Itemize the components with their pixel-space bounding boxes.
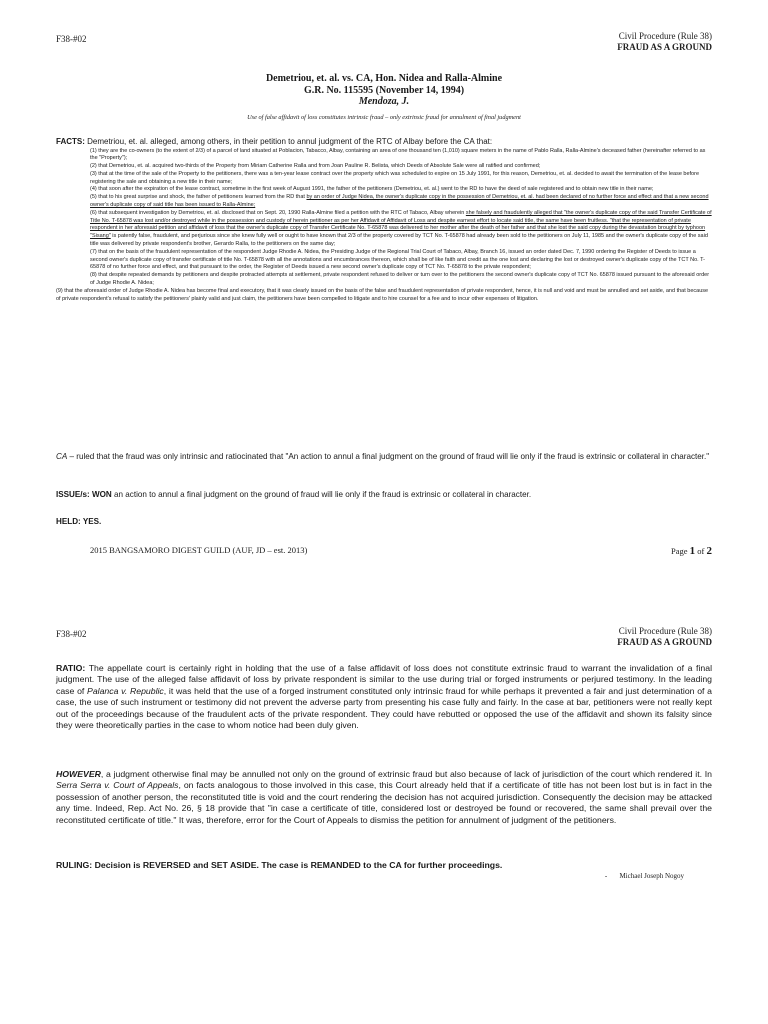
signature-dash: - [604,872,608,880]
page-number [671,545,712,557]
page-current: 1 [689,545,696,557]
page-code: F38-#02 [56,629,87,639]
doctrine-note: Use of false affidavit of loss constitutes intrinsic fraud – only extrinsic fraud for annulment of final judgment [247,114,521,121]
page-label: Page [671,546,690,556]
issue-text: an action to annul a final judgment on the ground of fraud will lie only if the fraud is extrinsic or collateral in character. [111,490,532,499]
ratio-text: The appellate court is certainly right in holding that the use of a false affidavit of loss does not constitute extrinsic fraud to warrant the invalidation of a final judgment. The use of the alleged false affidavit of loss by private respondent is similar to the use during trial or forged instruments or perjured testimony. In the leading case of [56,663,712,696]
list-item [90,194,712,210]
item6-text: (6) that subsequent investigation by Demetriou, et. al. disclosed that on Sept. 20, 1990 Ralla-Almine filed a petition with the RTC of Tabaco, Albay wherein [90,209,466,216]
list-item: (1) they are the co-owners (to the extent of 2/3) of a parcel of land situated at Poblacion, Tabacco, Albay, containing an area of one thousand ten (1,010) square meters in the name of Pablo Ralla, Ralla-Almine's deceased father (hereinafter referred to as the "Property"); [90,147,706,162]
case-heading [0,73,768,108]
ratio-text-end: , it was held that the use of a forged instrument constituted only intrinsic fraud for while perhaps it prevented a fair and just determination of a case, the use of such instrument or testimony did not prevent the adverse party from presenting his case fully and fairly. In the case at bar, petitioners were not really kept out of the proceedings because of the fraudulent acts of the private respondent. They could have rebutted or opposed the use of the affidavit and shown its falsity since they were theoretically parties in the case to whom notice had been duly given. [56,685,712,731]
item5-text: (5) that to his great surprise and shock, the father of petitioners learned from the RD that [90,194,307,201]
page-of: of [695,546,707,556]
ponente: Mendoza, J. [358,96,410,107]
facts-lead [56,137,712,148]
list-item: (3) that at the time of the sale of the Property to the petitioners, there was a ten-year lease contract over the property which was scheduled to expire on 15 July 1991, for this reason, Demetriou, et. al. decided to await the termination of the lease before registering the sale and obtaining a new title in their name; [90,170,700,185]
signature-name: Michael Joseph Nogoy [619,872,684,880]
issue [56,490,712,501]
ca-text: – ruled that the fraud was only intrinsic and ratiocinated that "An action to annul a final judgment on the ground of fraud will lie only if the fraud is extrinsic or collateral in character." [67,452,710,461]
facts-section [56,137,712,303]
list-item: (7) that on the basis of the fraudulent representation of the respondent Judge Rhodie A. Nidea, the Presiding Judge of the Regional Trial Court of Tabaco, Albay, Branch 16, issued an order dated Dec. 7, 1990 ordering the Register of Deeds to issue a second owner's duplicate copy of transfer certificate of title No. T-65878 with all the annotations and encumbrances thereon, which shall be of like faith and credit as the one lost and declaring the lost or destroyed owner's duplicate copy of the TCT No. T-65878 of no further force and effect, and that pursuant to the order, the Register of Deeds issued a new second owner's duplicate copy of TCT No. T-65878 to the private respondent; [90,248,705,271]
ratio-case-citation: Palanca v. Republic [87,685,164,696]
list-item: (4) that soon after the expiration of the lease contract, sometime in the first week of August 1991, the father of the petitioners (Demetriou, et. al.) went to the RD to have the deed of sale registered and to obtain new title in their name; [90,186,654,193]
however-case-citation: Serra Serra v. Court of Appeals [56,780,179,791]
facts-label: FACTS: [56,137,85,146]
page-total: 2 [706,545,712,557]
page-footer [90,545,712,555]
however-text: , a judgment otherwise final may be annulled not only on the ground of extrinsic fraud but also because of lack of jurisdiction of the court which rendered it. In [100,769,712,779]
list-item: (2) that Demetriou, et. al. acquired two-thirds of the Property from Miriam Catherine Ralla and from Joan Pauline R. Belista, which Deeds of Absolute Sale were all ratified and confirmed; [90,163,541,170]
page-header-right [617,626,712,648]
however-label: HOWEVER [56,769,101,779]
list-item [90,210,712,249]
however-paragraph [56,769,712,826]
subject-title: Civil Procedure (Rule 38) [618,626,712,636]
author-signature [605,872,684,880]
page-code: F38-#02 [56,34,87,44]
facts-list [56,148,712,288]
ca-label: CA [56,452,68,461]
facts-lead-text: Demetriou, et. al. alleged, among others, in their petition to annul judgment of the RTC of Albay before the CA that: [84,137,493,146]
list-item: (9) that the aforesaid order of Judge Rhodie A. Nidea has become final and executory, that it was clearly issued on the basis of the false and fraudulent representation of private respondent, hence, it is null and void and must be annulled and set aside, and that because of private respondent's refusal to satisfy the petitioners' plainly valid and just claim, the petitioners have been compelled to litigate and to hire counsel for a fee and to incur other expenses of litigation. [56,287,709,302]
topic-title: FRAUD AS A GROUND [617,637,712,647]
page-header-right [617,31,712,53]
ratio-paragraph [56,663,712,731]
list-item: (8) that despite repeated demands by petitioners and despite protracted attempts at settlement, private respondent refused to deliver or turn over to the petitioners the second owner's duplicate copy of TCT No. 65878 issued pursuant to the aforesaid order of Judge Rhodie A. Nidea; [90,272,710,287]
item5-underlined: by an order of Judge Nidea, the owner's duplicate copy in the possession of Demetriou, et. al. had been declared of no further force and effect and that a new second owner's duplicate copy of said title has been issued to Ralla-Almine; [90,194,709,209]
ca-ruling [56,452,712,463]
however-text-end: , on facts analogous to those involved in this case, this Court already held that if a certificate of title has not been lost but is in fact in the possession of another person, the reconstituted title is void and the court rendering the decision has not acquired jurisdiction. Consequently the decision may be attacked any time. Indeed, Rep. Act No. 26, § 18 provide that "in case a certificate of title, considered lost or destroyed be found or recovered, the same shall prevail over the reconstituted certificate of title." It was, therefore, error for the Court of Appeals to dismiss the petition for annulment of judgment of the petitioners. [56,780,712,825]
case-number: G.R. No. 115595 (November 14, 1994) [303,84,465,96]
subject-title: Civil Procedure (Rule 38) [618,31,712,41]
ratio-label: RATIO: [56,663,86,673]
case-title: Demetriou, et. al. vs. CA, Hon. Nidea and Ralla-Almine [265,73,503,84]
footer-guild: 2015 BANGSAMORO DIGEST GUILD (AUF, JD – est. 2013) [90,545,308,555]
held: HELD: YES. [56,517,102,526]
ruling: RULING: Decision is REVERSED and SET ASIDE. The case is REMANDED to the CA for further proceedings. [56,860,503,870]
issue-label: ISSUE/s: WON [56,490,112,499]
item6-text-end: is patently false, fraudulent, and perjurious since she knew fully well or ought to have known that 2/3 of the property covered by TCT No. T-65878 had already been sold to the petitioners on July 11, 1985 and the owner's duplicate copy of the said title was delivered by private respondent's brother, Gerardo Ralla, to the petitioners on the same day; [90,233,708,248]
topic-title: FRAUD AS A GROUND [617,42,712,52]
item6-underlined: she falsely and fraudulently alleged that "the owner's duplicate copy of the said Transfer Certificate of Title No. T-65878 was lost and/or destroyed while in the possession and custody of herein petitioner as per her Affidavit of Affidavit of Loss and despite earnest effort to locate said title, the same have been fruitless. "that the representation of private respondent in her aforesaid petition and affidavit of loss that the owner's duplicate copy of Transfer Certificate No. T-65878 was delivered to her mother after the death of her father and that she lost the said copy during the devastation brought by typhoon "Sisang" [90,209,712,240]
